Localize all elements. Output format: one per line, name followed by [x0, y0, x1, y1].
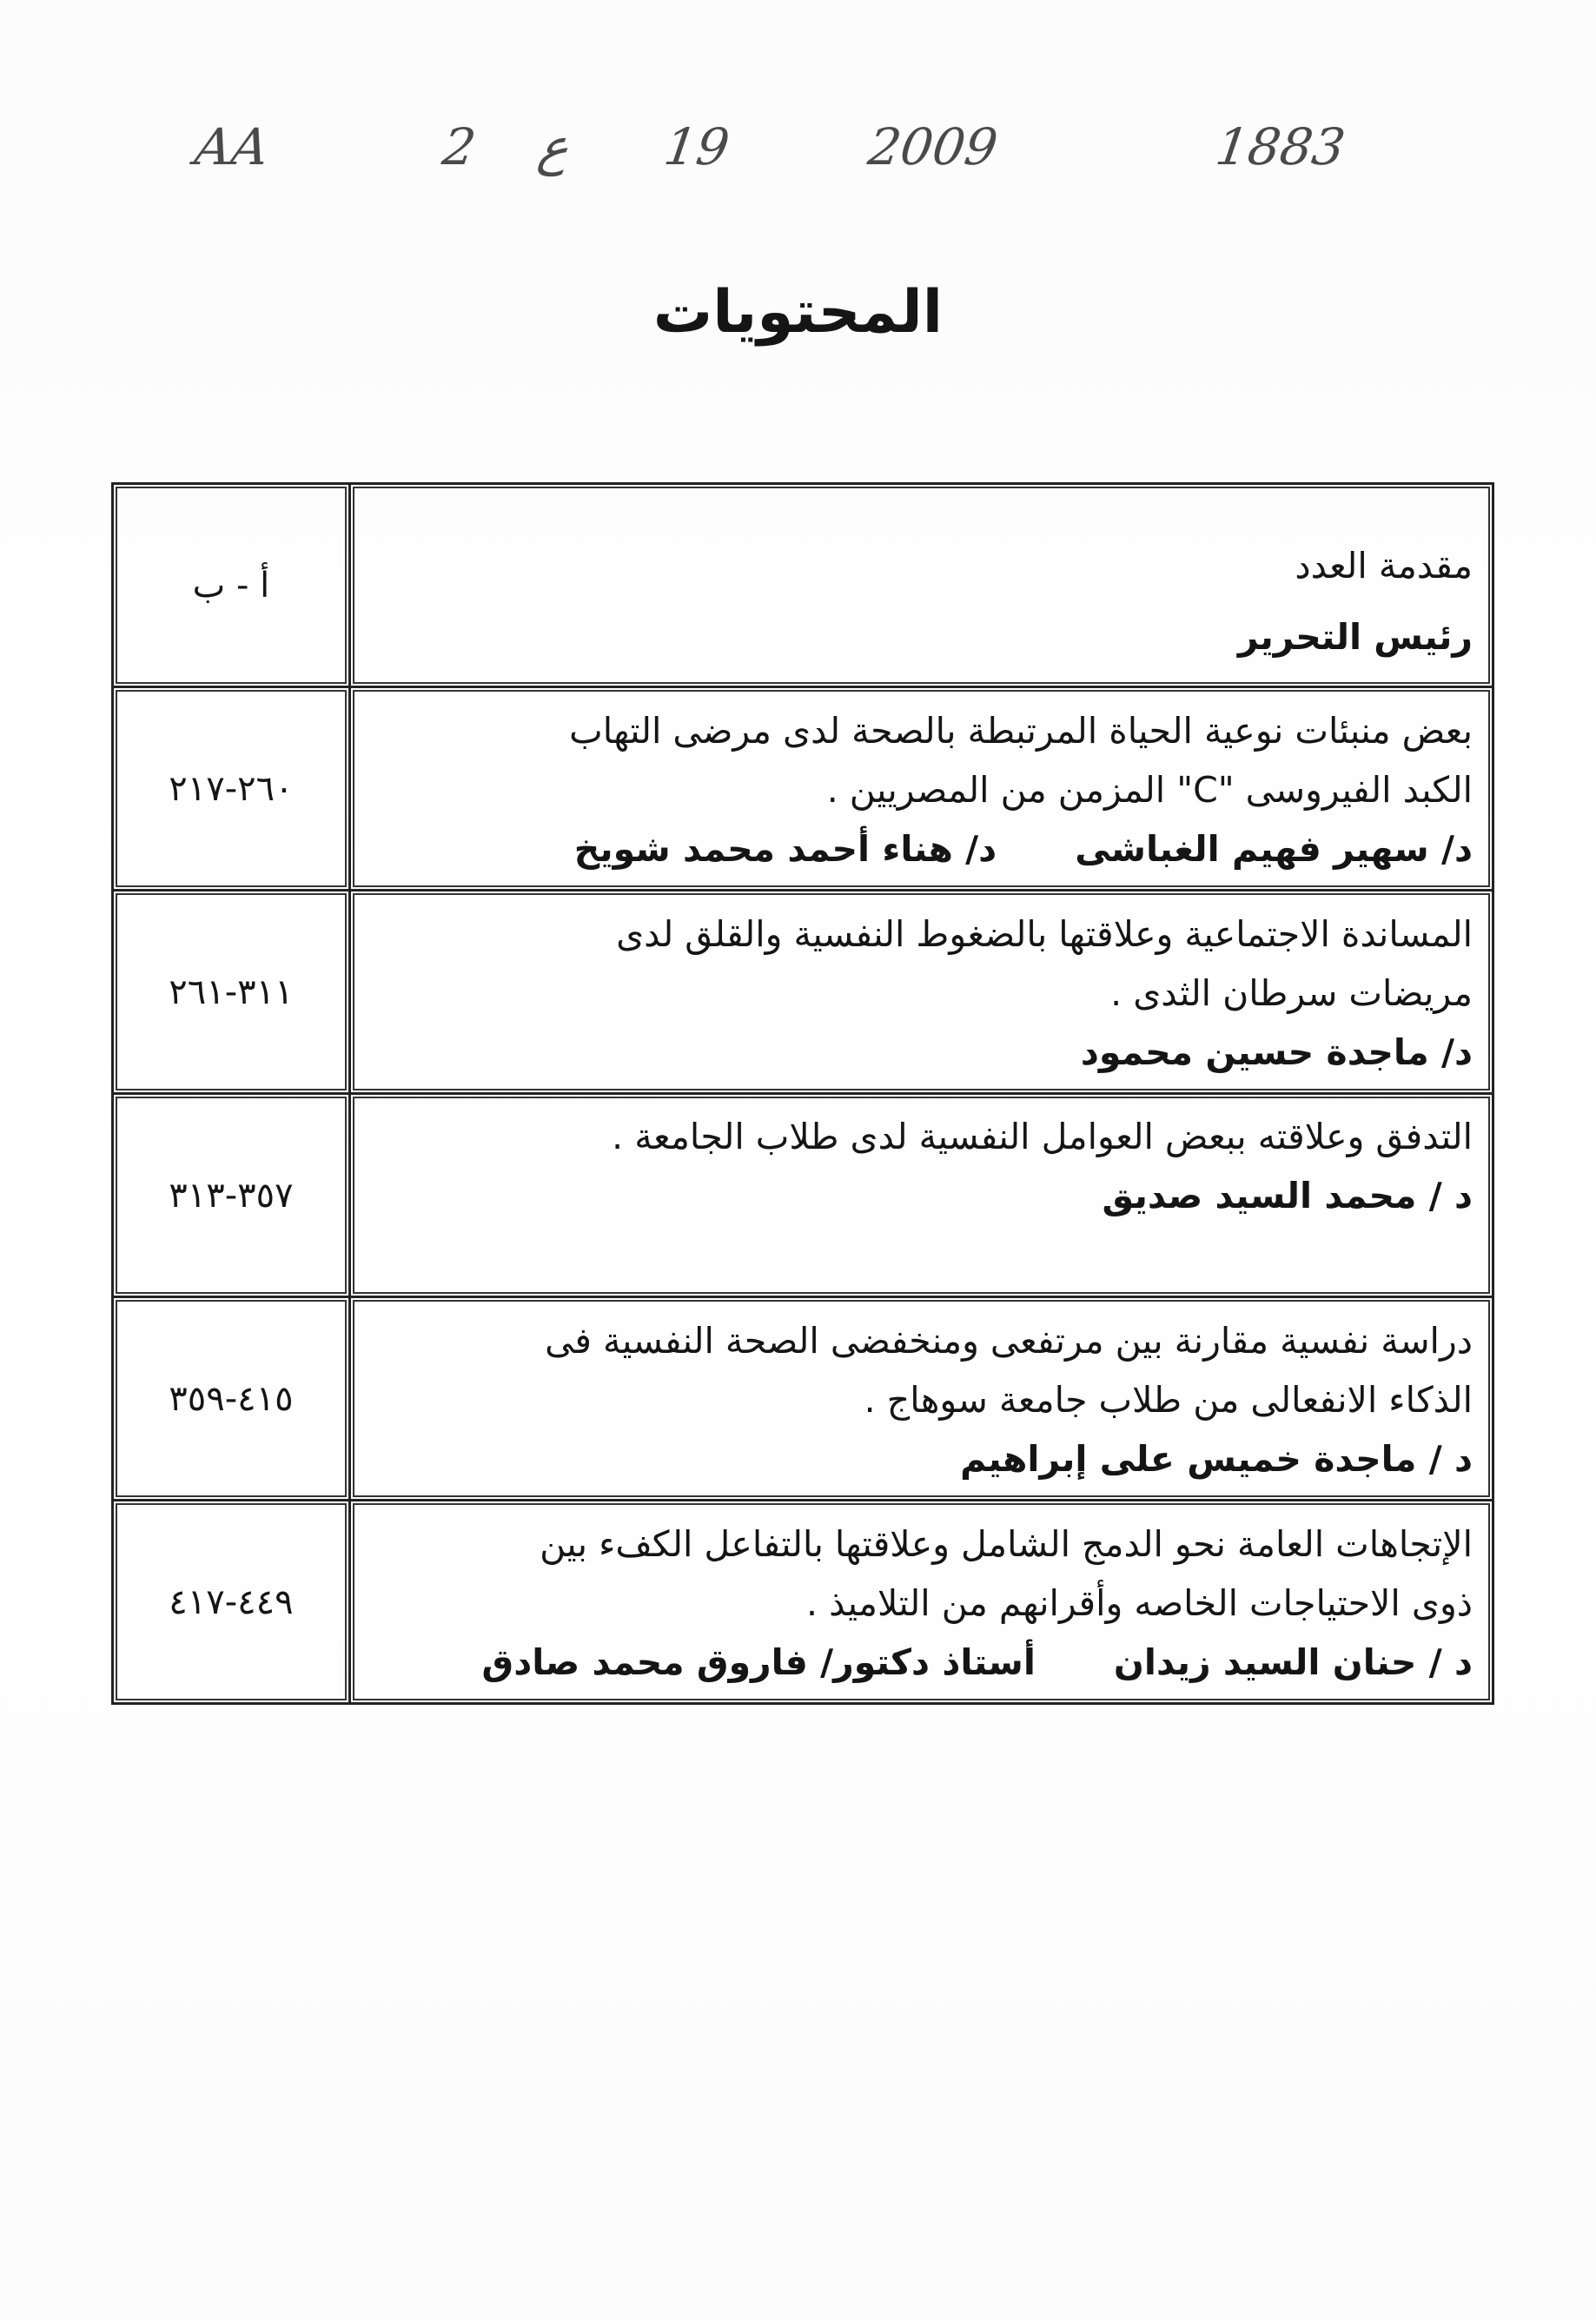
handwritten-note: 1883	[1212, 117, 1349, 176]
entry-cell	[349, 1501, 1493, 1704]
table-row	[113, 1094, 1493, 1297]
table-row	[113, 1501, 1493, 1704]
page-range: ٤٤٩-٤١٧	[113, 1501, 350, 1704]
table-row	[113, 687, 1493, 891]
entry-cell	[349, 1094, 1493, 1297]
page-range: ٢٦٠-٢١٧	[113, 687, 350, 891]
entry-author: رئيس التحرير	[1237, 615, 1473, 658]
entry-title-line: الكبد الفيروسى "C" المزمن من المصريين .	[826, 768, 1473, 811]
table-row	[113, 1297, 1493, 1501]
entry-cell	[349, 891, 1493, 1094]
handwritten-note: 2	[439, 117, 480, 176]
entry-author: د / محمد السيد صديق	[1102, 1175, 1473, 1216]
page-title: المحتويات	[652, 278, 944, 347]
handwritten-note: ع	[534, 117, 573, 176]
entry-title: مقدمة العدد	[1295, 544, 1473, 587]
entry-title-line: ذوى الاحتياجات الخاصه وأقرانهم من التلاميذ .	[806, 1581, 1473, 1624]
entry-title-line: الإتجاهات العامة نحو الدمج الشامل وعلاقتها بالتفاعل الكفء بين	[540, 1522, 1473, 1565]
entry-cell	[349, 484, 1493, 687]
entry-author: أستاذ دكتور/ فاروق محمد صادق	[481, 1641, 1036, 1683]
entry-title-line: التدفق وعلاقته ببعض العوامل النفسية لدى طلاب الجامعة .	[612, 1116, 1473, 1157]
entry-author: د / ماجدة خميس على إبراهيم	[960, 1437, 1473, 1480]
entry-cell	[349, 1297, 1493, 1501]
entry-title-line: دراسة نفسية مقارنة بين مرتفعى ومنخفضى الصحة النفسية فى	[545, 1319, 1473, 1362]
entry-authors	[370, 819, 1473, 878]
page-range: ٣٥٧-٣١٣	[113, 1094, 350, 1297]
handwritten-note: AA	[191, 117, 273, 176]
table-row	[113, 891, 1493, 1094]
entry-author: د / حنان السيد زيدان	[1113, 1641, 1473, 1683]
page-range: ٣١١-٢٦١	[113, 891, 350, 1094]
handwritten-note: 2009	[864, 117, 1002, 176]
table-row	[113, 484, 1493, 687]
entry-title-line: بعض منبئات نوعية الحياة المرتبطة بالصحة لدى مرضى التهاب	[569, 709, 1473, 752]
contents-table	[111, 482, 1494, 1705]
handwritten-note: 19	[660, 117, 733, 176]
entry-title-line: الذكاء الانفعالى من طلاب جامعة سوهاج .	[864, 1378, 1473, 1421]
entry-author: د/ سهير فهيم الغباشى	[1075, 827, 1473, 870]
handwritten-annotation	[174, 117, 1390, 196]
page-range: أ - ب	[113, 484, 350, 687]
entry-cell	[349, 687, 1493, 891]
entry-title-line: المساندة الاجتماعية وعلاقتها بالضغوط النفسية والقلق لدى	[616, 912, 1473, 955]
page-range: ٤١٥-٣٥٩	[113, 1297, 350, 1501]
entry-authors	[370, 1633, 1473, 1692]
entry-author: د/ ماجدة حسين محمود	[1080, 1031, 1473, 1073]
entry-author: د/ هناء أحمد محمد شويخ	[573, 827, 997, 870]
entry-title-line: مريضات سرطان الثدى .	[1110, 971, 1473, 1014]
